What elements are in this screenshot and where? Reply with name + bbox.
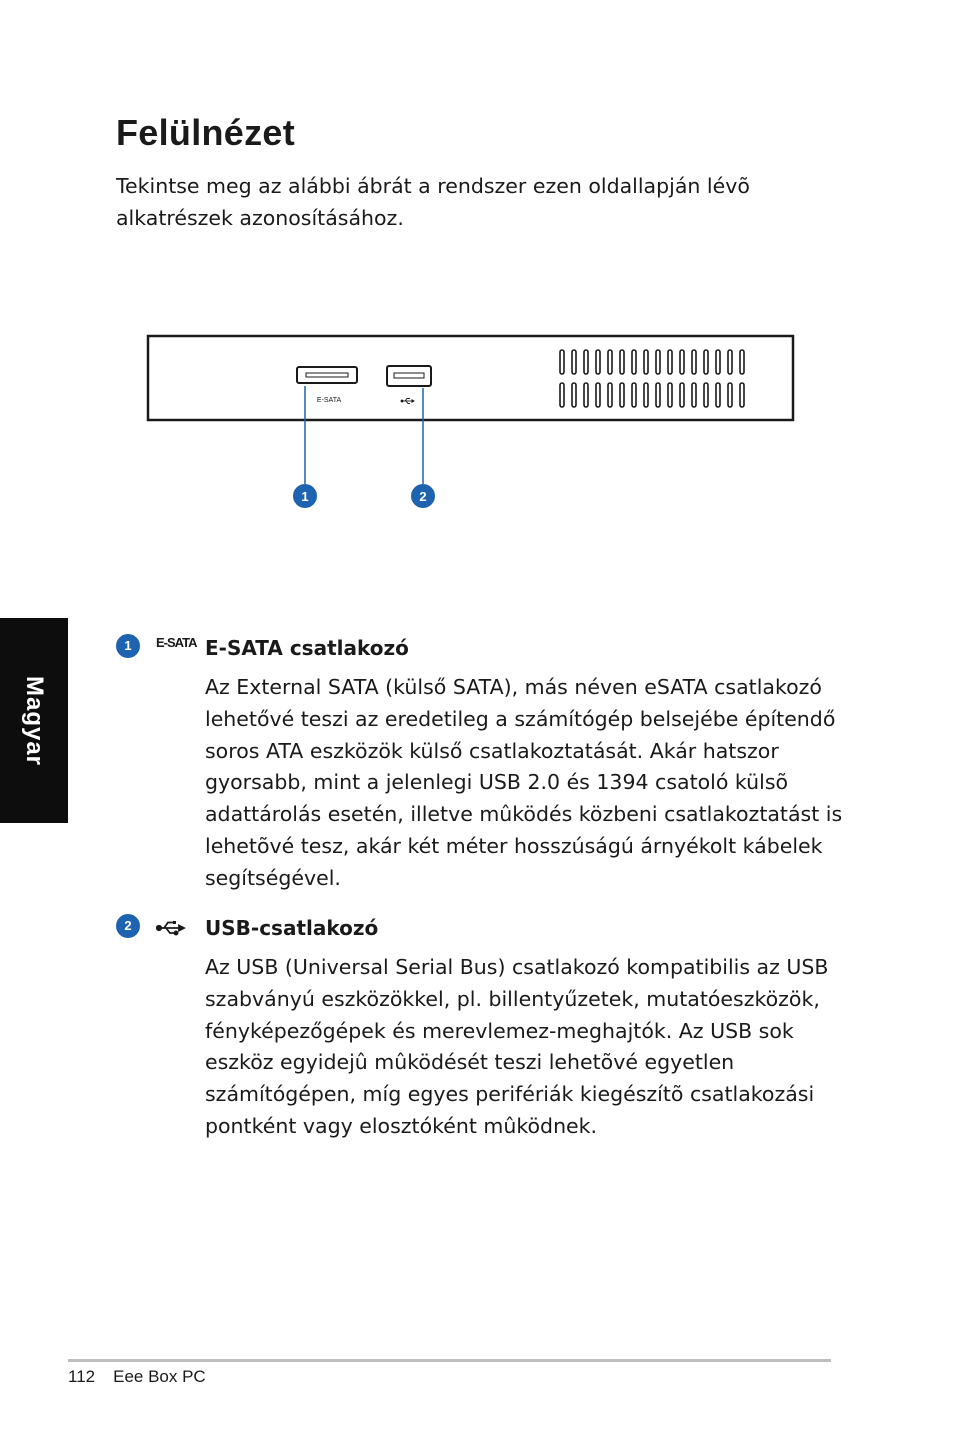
item-number-badge: 1 bbox=[116, 634, 140, 658]
language-side-tab bbox=[0, 618, 68, 823]
usb-icon bbox=[156, 920, 186, 936]
device-top-view-diagram bbox=[140, 330, 800, 520]
page-number: 112 bbox=[68, 1367, 96, 1386]
callout-number-1: 1 bbox=[301, 489, 309, 504]
callout-number-2: 2 bbox=[419, 489, 427, 504]
product-name: Eee Box PC bbox=[113, 1367, 206, 1386]
esata-port-label: E-SATA bbox=[316, 397, 342, 404]
language-label: Magyar bbox=[21, 675, 48, 766]
page-footer bbox=[68, 1367, 206, 1387]
item-description: Az External SATA (külső SATA), más néven eSATA csatlakozó lehetővé teszi az eredetileg a számítógép belsejébe építendő soros ATA eszközök külső csatlakoztatását. Akár hatszor gyorsabb, mint a jelenlegi USB 2.0 és 1394 csatoló külsõ adattárolás esetén, illetve mûködés közbeni csatlakoztatást is lehetõvé tesz, akár két méter hosszúságú árnyékolt kábelek segítségével. bbox=[205, 675, 843, 890]
item-number-badge: 2 bbox=[116, 914, 140, 938]
page-title: Felülnézet bbox=[116, 112, 296, 153]
esata-symbol: E-SATA bbox=[156, 635, 197, 650]
intro-paragraph: Tekintse meg az alábbi ábrát a rendszer ezen oldallapján lévõ alkatrészek azonosításához. bbox=[116, 174, 750, 230]
item-title: USB-csatlakozó bbox=[205, 916, 379, 940]
item-title: E-SATA csatlakozó bbox=[205, 636, 409, 660]
footer-divider bbox=[68, 1359, 831, 1362]
item-description: Az USB (Universal Serial Bus) csatlakozó kompatibilis az USB szabványú eszközökkel, pl. billentyűzetek, mutatóeszközök, fényképezőgépek és merevlemez-meghajtók. Az USB sok eszköz egyidejû mûködését teszi lehetõvé egyetlen számítógépen, míg egyes perifériák kiegészítõ csatlakozási pontként vagy elosztóként mûködnek. bbox=[205, 955, 829, 1138]
